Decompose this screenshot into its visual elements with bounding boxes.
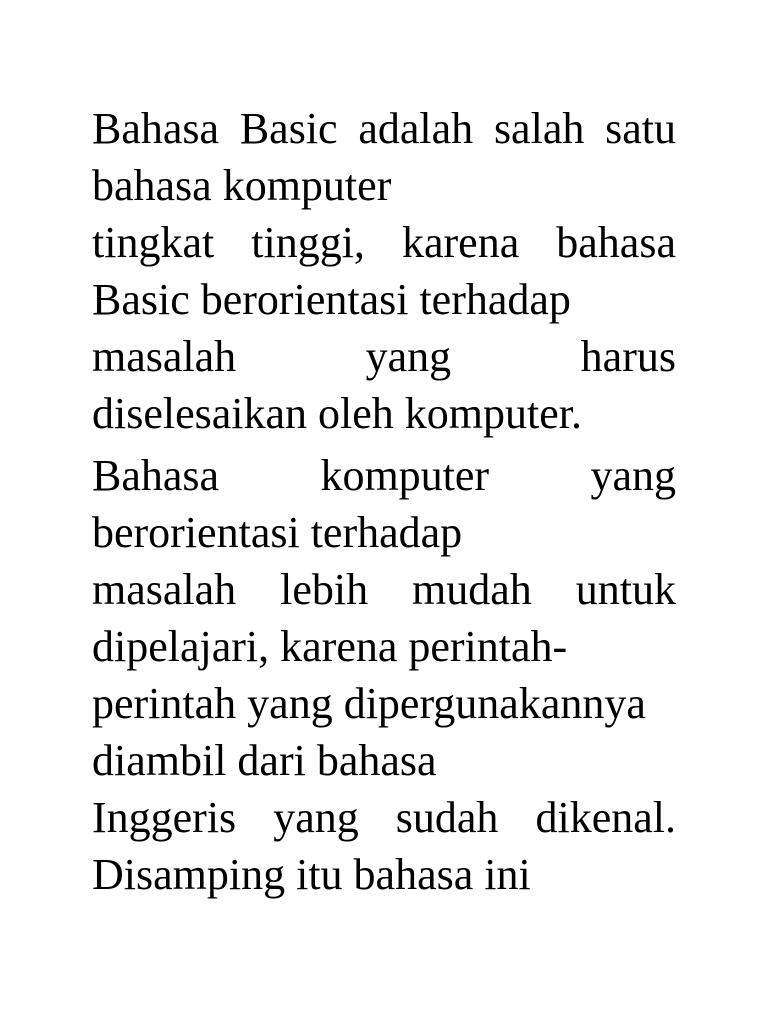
paragraph-1 bbox=[92, 100, 676, 442]
text-word: Inggeris bbox=[92, 793, 237, 842]
text-word: Bahasa bbox=[92, 451, 220, 500]
text-word: tingkat bbox=[92, 218, 215, 267]
text-word: yang bbox=[365, 332, 452, 381]
text-line: diambil dari bahasa bbox=[92, 736, 437, 785]
paragraph-2 bbox=[92, 447, 676, 903]
text-word: masalah bbox=[92, 565, 237, 614]
text-word: dikenal. bbox=[535, 793, 676, 842]
text-word: adalah bbox=[358, 104, 474, 153]
text-line: perintah yang dipergunakannya bbox=[92, 679, 646, 728]
text-word: karena bbox=[401, 218, 520, 267]
text-word: lebih bbox=[280, 565, 369, 614]
text-word: harus bbox=[580, 332, 676, 381]
text-line: Disamping itu bahasa ini bbox=[92, 850, 531, 899]
text-word: masalah bbox=[92, 332, 237, 381]
text-line bbox=[92, 328, 676, 385]
text-line: bahasa komputer bbox=[92, 161, 392, 210]
text-word: mudah bbox=[412, 565, 532, 614]
text-line bbox=[92, 100, 676, 157]
text-word: Basic bbox=[239, 104, 338, 153]
text-line bbox=[92, 447, 676, 504]
text-word: sudah bbox=[395, 793, 499, 842]
text-line bbox=[92, 561, 676, 618]
text-line: berorientasi terhadap bbox=[92, 508, 463, 557]
text-line: diselesaikan oleh komputer. bbox=[92, 389, 582, 438]
document-body bbox=[92, 100, 676, 908]
text-line bbox=[92, 789, 676, 846]
text-word: Bahasa bbox=[92, 104, 220, 153]
text-word: tinggi, bbox=[251, 218, 365, 267]
text-word: yang bbox=[273, 793, 359, 842]
text-word: komputer bbox=[320, 451, 490, 500]
text-word: satu bbox=[605, 104, 676, 153]
text-word: untuk bbox=[575, 565, 676, 614]
text-line: Basic berorientasi terhadap bbox=[92, 275, 571, 324]
text-word: yang bbox=[590, 451, 676, 500]
text-line: dipelajari, karena perintah- bbox=[92, 622, 568, 671]
text-line bbox=[92, 214, 676, 271]
text-word: salah bbox=[493, 104, 585, 153]
text-word: bahasa bbox=[556, 218, 676, 267]
